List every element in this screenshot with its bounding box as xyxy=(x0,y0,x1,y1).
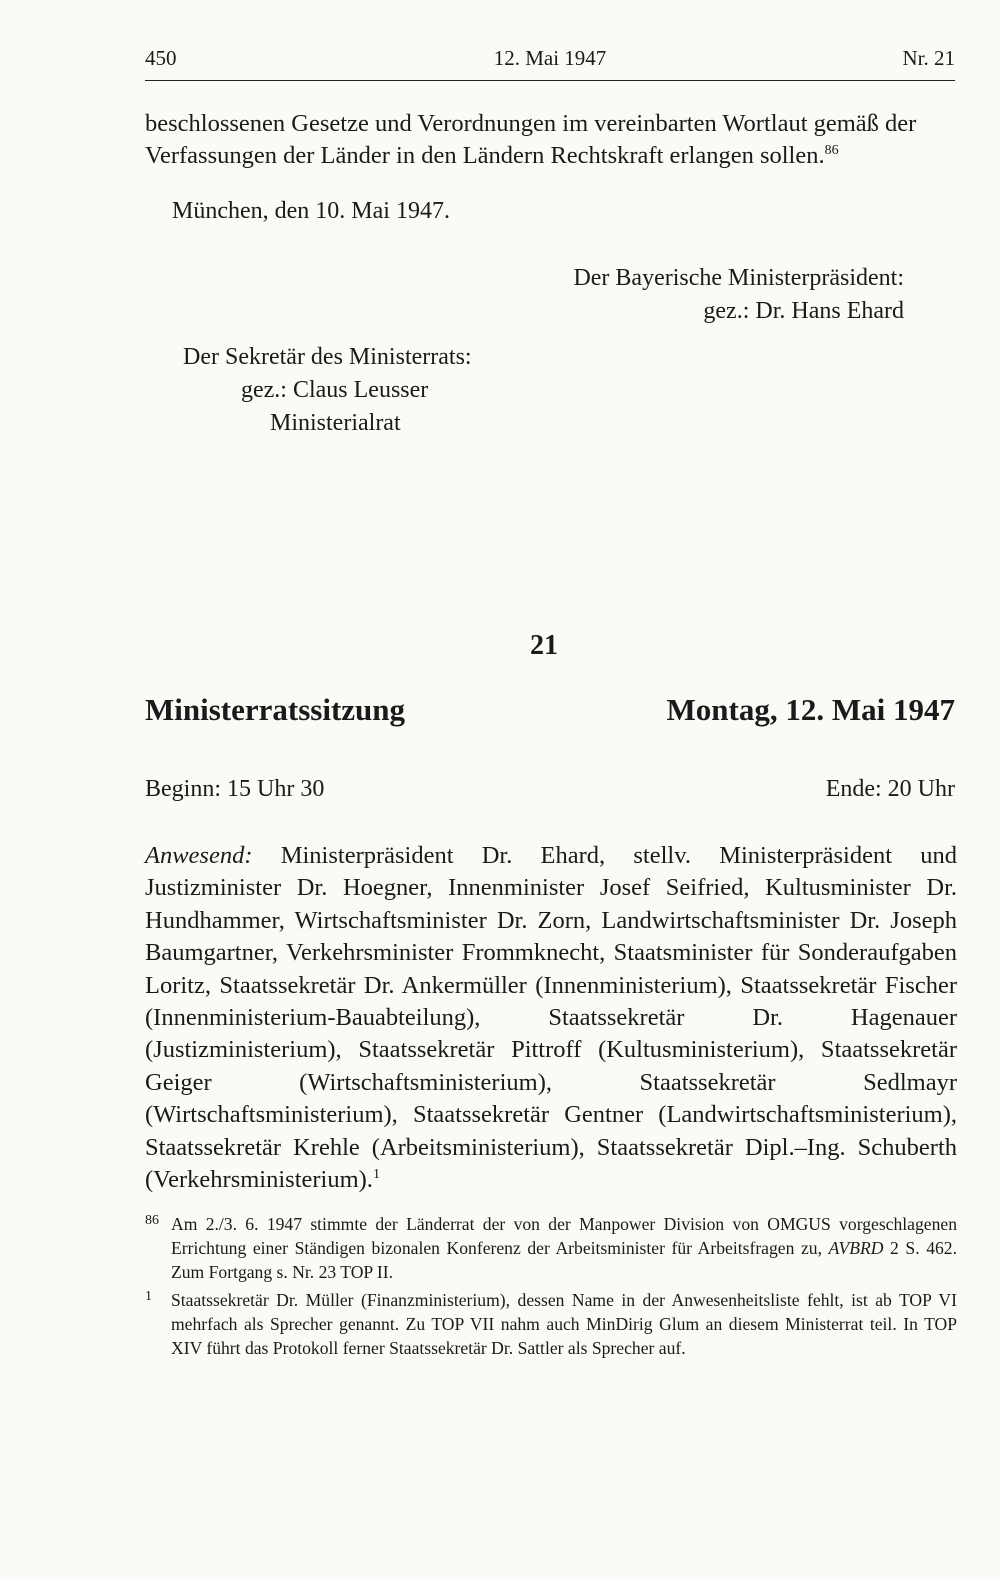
place-date: München, den 10. Mai 1947. xyxy=(172,198,450,224)
attendance-label: Anwesend: xyxy=(145,842,253,869)
section-date: Montag, 12. Mai 1947 xyxy=(666,692,955,727)
footnote-86 xyxy=(145,1212,957,1284)
signature-secretary-rank: Ministerialrat xyxy=(270,410,401,436)
footnotes xyxy=(145,1212,957,1360)
attendance-text: Ministerpräsident Dr. Ehard, stellv. Ministerpräsident und Justizminister Dr. Hoegner, Innenminister Josef Seifried, Kultusminister Dr. Hundhammer, Wirtschaftsminister Dr. Zorn, Landwirtschaftsminister Dr. Joseph Baumgartner, Verkehrsminister Frommknecht, Staatsminister für Sonderaufgaben Loritz, Staatssekretär Dr. Ankermüller (Innenministerium), Staatssekretär Fischer (Innenministerium-Bauabteilung), Staatssekretär Dr. Hagenauer (Justizministerium), Staatssekretär Pittroff (Kultusministerium), Staatssekretär Geiger (Wirtschaftsministerium), Staatssekretär Sedlmayr (Wirtschaftsministerium), Staatssekretär Gentner (Landwirtschaftsministerium), Staatssekretär Krehle (Arbeitsministerium), Staatssekretär Dipl.–Ing. Schuberth (Verkehrsministerium). xyxy=(145,842,957,1194)
signature-secretary xyxy=(183,341,472,440)
page-header xyxy=(145,44,955,81)
footnote-ref-86: 86 xyxy=(824,143,839,158)
footnote-text: Staatssekretär Dr. Müller (Finanzministerium), dessen Name in der Anwesenheitsliste fehlt, ist ab TOP VI mehrfach als Sprecher genannt. Zu TOP VII nahm auch MinDirig Glum an diesem Ministerrat teil. In TOP XIV führt das Protokoll ferner Staatssekretär Dr. Sattler als Sprecher auf. xyxy=(171,1290,957,1358)
signature-secretary-title: Der Sekretär des Ministerrats: xyxy=(183,344,472,370)
intro-paragraph xyxy=(145,108,957,172)
meeting-times xyxy=(145,776,955,808)
signature-secretary-name: gez.: Claus Leusser xyxy=(241,377,429,403)
signature-president-name: gez.: Dr. Hans Ehard xyxy=(703,298,904,324)
signature-president xyxy=(573,262,904,328)
footnote-number: 86 xyxy=(145,1213,159,1228)
header-date: 12. Mai 1947 xyxy=(493,46,607,70)
meeting-end: Ende: 20 Uhr xyxy=(825,776,955,802)
signature-president-title: Der Bayerische Ministerpräsident: xyxy=(573,265,904,291)
meeting-begin: Beginn: 15 Uhr 30 xyxy=(145,776,325,802)
footnote-ref-1: 1 xyxy=(372,1167,380,1183)
footnote-text-end: 2 S. 462. Zum Fortgang s. Nr. 23 TOP II. xyxy=(171,1238,958,1282)
section-number: 21 xyxy=(530,630,558,661)
intro-text: beschlossenen Gesetze und Verordnungen im vereinbarten Wortlaut gemäß der Verfassungen der Länder in den Ländern Rechtskraft erlangen sollen. xyxy=(145,110,917,169)
footnote-number: 1 xyxy=(145,1289,152,1304)
header-document-number: Nr. 21 xyxy=(902,46,955,70)
footnote-citation: AVBRD xyxy=(828,1238,884,1258)
footnote-text: Am 2./3. 6. 1947 stimmte der Länderrat der von der Manpower Division von OMGUS vorgeschlagenen Errichtung einer Ständigen bizonalen Konferenz der Arbeitsminister für Arbeitsfragen zu, xyxy=(171,1214,957,1258)
page-number: 450 xyxy=(145,46,177,70)
section-title: Ministerratssitzung xyxy=(145,692,406,727)
attendance-paragraph xyxy=(145,840,957,1196)
section-heading xyxy=(145,692,955,736)
footnote-1 xyxy=(145,1288,957,1360)
